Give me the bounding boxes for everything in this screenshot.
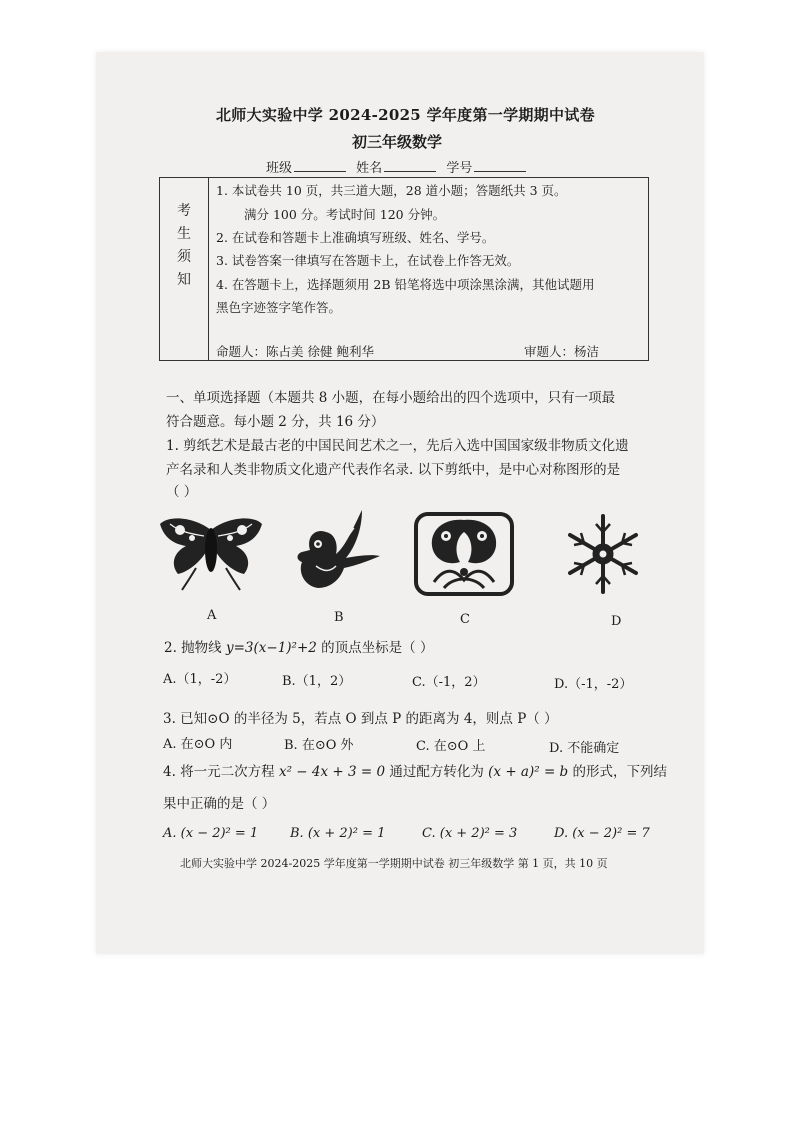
class-label: 班级 bbox=[266, 161, 293, 176]
q3-option-d: D. 不能确定 bbox=[549, 741, 620, 756]
image-label-c: C bbox=[460, 612, 470, 627]
notice-line: 3. 试卷答案一律填写在答题卡上，在试卷上作答无效。 bbox=[216, 253, 520, 268]
exam-title: 北师大实验中学 2024-2025 学年度第一学期期中试卷 bbox=[216, 106, 595, 124]
twin-fish-papercut-image bbox=[414, 510, 514, 598]
q3-option-a: A. 在⊙O 内 bbox=[163, 737, 233, 752]
q4-option-b: B. (x + 2)² = 1 bbox=[290, 826, 386, 841]
side-char: 生 bbox=[177, 226, 191, 242]
q2-formula: y=3(x−1)²+2 bbox=[225, 640, 317, 656]
notice-line: 2. 在试卷和答题卡上准确填写班级、姓名、学号。 bbox=[216, 230, 495, 245]
q2-option-a: A.（1，-2） bbox=[163, 672, 237, 687]
name-blank bbox=[384, 159, 436, 172]
notice-authors: 命题人：陈占美 徐健 鲍利华 bbox=[216, 344, 374, 359]
image-label-b: B bbox=[334, 610, 344, 625]
swallow-papercut-image bbox=[290, 506, 382, 592]
image-label-d: D bbox=[611, 614, 622, 629]
q2-option-b: B.（1，2） bbox=[282, 674, 352, 689]
page-footer: 北师大实验中学 2024-2025 学年度第一学期期中试卷 初三年级数学 第 1 页，共 10 页 bbox=[180, 857, 608, 870]
image-label-a: A bbox=[207, 608, 217, 623]
q2-text bbox=[164, 636, 433, 656]
q4-option-a: A. (x − 2)² = 1 bbox=[163, 826, 259, 841]
q4-text-b: 通过配方转化为 bbox=[389, 764, 484, 780]
q4-target-form: (x + a)² = b bbox=[488, 764, 569, 780]
q3-option-c: C. 在⊙O 上 bbox=[416, 739, 486, 754]
side-char: 须 bbox=[177, 249, 191, 265]
q2-option-c: C.（-1，2） bbox=[412, 675, 486, 690]
q3-option-b: B. 在⊙O 外 bbox=[284, 738, 354, 753]
id-blank bbox=[474, 159, 526, 172]
q4-text-a: 4. 将一元二次方程 bbox=[163, 764, 275, 780]
notice-line: 满分 100 分。考试时间 120 分钟。 bbox=[244, 207, 446, 222]
q3-text: 3. 已知⊙O 的半径为 5，若点 O 到点 P 的距离为 4，则点 P（ ） bbox=[163, 711, 558, 727]
class-blank bbox=[294, 159, 346, 172]
q1-text: 1. 剪纸艺术是最古老的中国民间艺术之一，先后入选中国国家级非物质文化遗 bbox=[166, 438, 629, 454]
snowflake-papercut-image bbox=[560, 512, 646, 596]
q4-text-c: 的形式，下列结 bbox=[572, 764, 667, 780]
butterfly-papercut-image bbox=[156, 512, 266, 594]
side-char: 知 bbox=[177, 272, 191, 288]
name-label: 姓名 bbox=[356, 161, 383, 176]
section-heading-cont: 符合题意。每小题 2 分，共 16 分） bbox=[166, 414, 385, 430]
notice-line: 4. 在答题卡上，选择题须用 2B 铅笔将选中项涂黑涂满，其他试题用 bbox=[216, 277, 595, 292]
q2-option-d: D.（-1，-2） bbox=[554, 677, 633, 692]
q4-option-c: C. (x + 2)² = 3 bbox=[422, 826, 518, 841]
q4-option-d: D. (x − 2)² = 7 bbox=[554, 826, 650, 841]
exam-notice-box bbox=[159, 177, 649, 361]
q2-prefix: 2. 抛物线 bbox=[164, 640, 222, 656]
exam-subtitle: 初三年级数学 bbox=[352, 133, 443, 151]
section-heading: 一、单项选择题（本题共 8 小题，在每小题给出的四个选项中，只有一项最 bbox=[166, 390, 616, 406]
id-label: 学号 bbox=[446, 161, 473, 176]
notice-line: 黑色字迹签字笔作答。 bbox=[216, 300, 342, 315]
side-char: 考 bbox=[177, 203, 191, 219]
q4-text-cont: 果中正确的是（ ） bbox=[163, 796, 276, 812]
q4-text bbox=[163, 760, 667, 780]
notice-line: 1. 本试卷共 10 页，共三道大题，28 道小题；答题纸共 3 页。 bbox=[216, 183, 567, 198]
notice-side-label bbox=[160, 178, 209, 360]
q2-suffix: 的顶点坐标是（ ） bbox=[321, 640, 434, 656]
notice-reviewer: 审题人：杨洁 bbox=[524, 344, 600, 359]
q1-answer-bracket: （ ） bbox=[166, 484, 198, 500]
q4-equation: x² − 4x + 3 = 0 bbox=[278, 764, 386, 780]
student-info-fields bbox=[266, 157, 532, 176]
q1-text-cont: 产名录和人类非物质文化遗产代表作名录. 以下剪纸中，是中心对称图形的是 bbox=[166, 462, 621, 478]
